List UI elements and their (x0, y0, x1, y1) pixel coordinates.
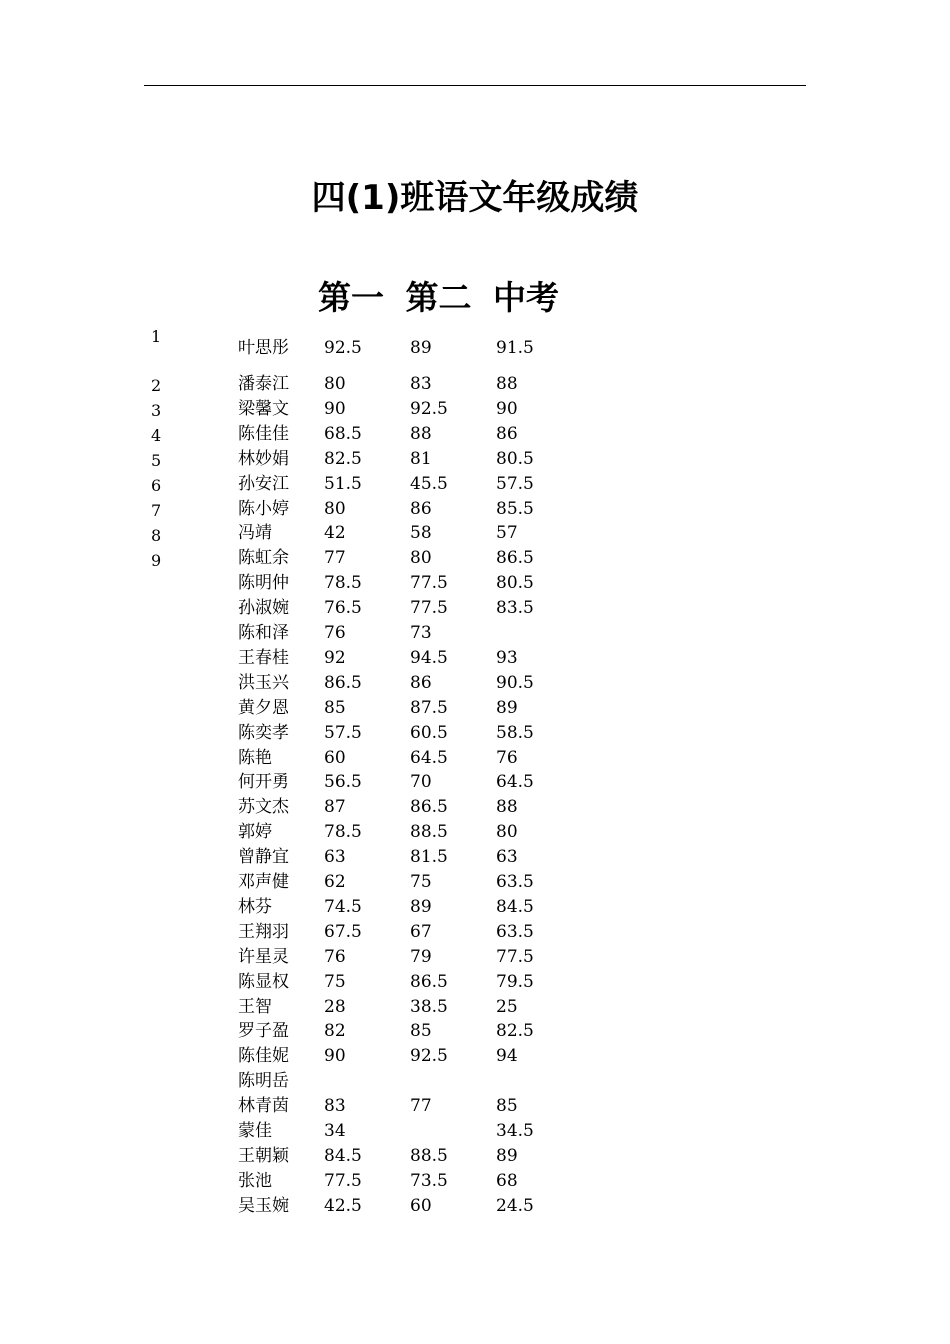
score-second: 92.5 (410, 1046, 448, 1067)
table-row (0, 336, 950, 361)
student-name: 陈艳 (238, 747, 272, 768)
score-midterm: 25 (496, 996, 518, 1017)
score-first: 76 (324, 946, 346, 967)
score-second: 86 (410, 498, 432, 519)
rank-number: 8 (151, 526, 162, 545)
score-second: 85 (410, 1021, 432, 1042)
student-name: 陈奕孝 (238, 722, 289, 743)
score-first: 77 (324, 548, 346, 569)
score-midterm: 80 (496, 822, 518, 843)
table-row (0, 596, 950, 621)
score-first: 82.5 (324, 448, 362, 469)
table-row (0, 671, 950, 696)
score-first: 80 (324, 374, 346, 394)
table-row (0, 945, 950, 970)
table-row (0, 1019, 950, 1044)
score-midterm: 88 (496, 797, 518, 818)
table-row (0, 372, 950, 397)
score-midterm: 89 (496, 1145, 518, 1166)
score-second: 92.5 (410, 398, 448, 419)
score-second: 38.5 (410, 996, 448, 1017)
student-name: 陈明仲 (238, 573, 289, 594)
student-name: 潘泰江 (238, 374, 289, 394)
score-midterm: 88 (496, 374, 518, 394)
score-midterm: 34.5 (496, 1121, 534, 1141)
student-name: 陈和泽 (238, 623, 289, 643)
student-name: 许星灵 (238, 946, 289, 967)
student-name: 黄夕恩 (238, 697, 289, 718)
score-midterm: 57.5 (496, 473, 534, 494)
table-row (0, 770, 950, 795)
student-name: 苏文杰 (238, 797, 289, 818)
table-row (0, 696, 950, 721)
student-name: 冯靖 (238, 523, 272, 544)
score-second: 94.5 (410, 647, 448, 668)
score-midterm: 63.5 (496, 872, 534, 892)
score-first: 82 (324, 1021, 346, 1042)
score-midterm: 83.5 (496, 598, 534, 619)
score-midterm: 91.5 (496, 338, 534, 358)
table-row (0, 746, 950, 771)
score-midterm: 63.5 (496, 921, 534, 942)
score-first: 76 (324, 623, 346, 643)
student-name: 王智 (238, 996, 272, 1017)
table-row (0, 1169, 950, 1194)
score-second: 79 (410, 946, 432, 967)
score-first: 57.5 (324, 722, 362, 743)
rank-number: 6 (151, 476, 162, 495)
score-first: 34 (324, 1121, 346, 1141)
score-first: 85 (324, 697, 346, 718)
score-second: 81.5 (410, 847, 448, 868)
score-second: 88.5 (410, 822, 448, 843)
score-second: 77.5 (410, 573, 448, 594)
student-name: 陈佳佳 (238, 423, 289, 444)
table-row (0, 422, 950, 447)
table-row (0, 397, 950, 422)
score-midterm: 90 (496, 398, 518, 419)
score-second: 75 (410, 872, 432, 892)
student-name: 蒙佳 (238, 1121, 272, 1141)
student-name: 陈虹余 (238, 548, 289, 569)
score-first: 78.5 (324, 822, 362, 843)
header-first: 第一 (318, 278, 384, 317)
table-row (0, 845, 950, 870)
table-row (0, 621, 950, 646)
student-name: 罗子盈 (238, 1021, 289, 1042)
header-midterm: 中考 (493, 278, 559, 317)
score-midterm: 84.5 (496, 896, 534, 917)
score-second: 73 (410, 623, 432, 643)
student-name: 叶思彤 (238, 338, 289, 358)
score-midterm: 57 (496, 523, 518, 544)
score-second: 77.5 (410, 598, 448, 619)
score-second: 67 (410, 921, 432, 942)
score-second: 86.5 (410, 797, 448, 818)
score-first: 63 (324, 847, 346, 868)
rank-number: 2 (151, 376, 162, 395)
score-first: 86.5 (324, 672, 362, 693)
score-second: 83 (410, 374, 432, 394)
rank-number: 1 (151, 327, 162, 346)
score-second: 89 (410, 338, 432, 358)
score-midterm: 85 (496, 1096, 518, 1117)
score-midterm: 68 (496, 1170, 518, 1191)
score-first: 92 (324, 647, 346, 668)
score-midterm: 77.5 (496, 946, 534, 967)
score-midterm: 94 (496, 1046, 518, 1067)
table-row (0, 546, 950, 571)
table-row (0, 571, 950, 596)
student-name: 林妙娟 (238, 448, 289, 469)
score-second: 70 (410, 772, 432, 793)
table-row (0, 1119, 950, 1144)
table-row (0, 447, 950, 472)
score-second: 60.5 (410, 722, 448, 743)
score-midterm: 24.5 (496, 1195, 534, 1216)
student-name: 林芬 (238, 896, 272, 917)
score-second: 60 (410, 1195, 432, 1216)
score-first: 51.5 (324, 473, 362, 494)
score-second: 86 (410, 672, 432, 693)
score-midterm: 58.5 (496, 722, 534, 743)
score-first: 42 (324, 523, 346, 544)
student-name: 王春桂 (238, 647, 289, 668)
table-row (0, 795, 950, 820)
score-first: 42.5 (324, 1195, 362, 1216)
score-first: 62 (324, 872, 346, 892)
student-name: 陈佳妮 (238, 1046, 289, 1067)
table-row (0, 497, 950, 522)
student-name: 王翔羽 (238, 921, 289, 942)
table-row (0, 895, 950, 920)
student-name: 孙安江 (238, 473, 289, 494)
rank-number: 4 (151, 426, 162, 445)
score-midterm: 82.5 (496, 1021, 534, 1042)
score-midterm: 64.5 (496, 772, 534, 793)
score-midterm: 86 (496, 423, 518, 444)
score-midterm: 86.5 (496, 548, 534, 569)
student-name: 邓声健 (238, 872, 289, 892)
table-row (0, 1094, 950, 1119)
table-row (0, 1144, 950, 1169)
score-midterm: 63 (496, 847, 518, 868)
student-name: 王朝颖 (238, 1145, 289, 1166)
score-first: 87 (324, 797, 346, 818)
score-second: 88 (410, 423, 432, 444)
score-midterm: 80.5 (496, 448, 534, 469)
rank-number: 7 (151, 501, 162, 520)
page-title: 四(1)班语文年级成绩 (311, 178, 639, 218)
score-second: 86.5 (410, 971, 448, 992)
score-first: 90 (324, 398, 346, 419)
table-row (0, 521, 950, 546)
score-midterm: 79.5 (496, 971, 534, 992)
score-midterm: 93 (496, 647, 518, 668)
score-first: 83 (324, 1096, 346, 1117)
student-name: 洪玉兴 (238, 672, 289, 693)
table-row (0, 1194, 950, 1219)
table-row (0, 820, 950, 845)
student-name: 陈小婷 (238, 498, 289, 519)
score-second: 87.5 (410, 697, 448, 718)
score-first: 56.5 (324, 772, 362, 793)
student-name: 何开勇 (238, 772, 289, 793)
score-second: 73.5 (410, 1170, 448, 1191)
score-second: 88.5 (410, 1145, 448, 1166)
rank-number: 5 (151, 451, 162, 470)
score-first: 75 (324, 971, 346, 992)
table-row (0, 1044, 950, 1069)
student-name: 陈明岳 (238, 1071, 289, 1092)
score-first: 77.5 (324, 1170, 362, 1191)
header-rule (144, 85, 806, 86)
student-name: 郭婷 (238, 822, 272, 843)
table-row (0, 920, 950, 945)
student-name: 孙淑婉 (238, 598, 289, 619)
table-row (0, 1069, 950, 1094)
score-first: 76.5 (324, 598, 362, 619)
student-name: 林青茵 (238, 1096, 289, 1117)
score-second: 64.5 (410, 747, 448, 768)
score-first: 80 (324, 498, 346, 519)
table-row (0, 970, 950, 995)
column-headers (318, 276, 569, 320)
score-first: 90 (324, 1046, 346, 1067)
score-first: 68.5 (324, 423, 362, 444)
score-second: 45.5 (410, 473, 448, 494)
score-midterm: 76 (496, 747, 518, 768)
score-first: 28 (324, 996, 346, 1017)
score-first: 67.5 (324, 921, 362, 942)
score-first: 78.5 (324, 573, 362, 594)
score-first: 92.5 (324, 338, 362, 358)
score-midterm: 90.5 (496, 672, 534, 693)
score-second: 77 (410, 1096, 432, 1117)
score-second: 58 (410, 523, 432, 544)
header-second: 第二 (405, 278, 472, 317)
table-row (0, 870, 950, 895)
table-row (0, 995, 950, 1020)
table-row (0, 721, 950, 746)
score-first: 74.5 (324, 896, 362, 917)
student-name: 陈显权 (238, 971, 289, 992)
score-midterm: 89 (496, 697, 518, 718)
rank-number: 3 (151, 401, 162, 420)
score-first: 84.5 (324, 1145, 362, 1166)
score-second: 89 (410, 896, 432, 917)
table-row (0, 646, 950, 671)
student-name: 张池 (238, 1170, 272, 1191)
student-name: 吴玉婉 (238, 1195, 289, 1216)
student-name: 梁馨文 (238, 398, 289, 419)
score-first: 60 (324, 747, 346, 768)
score-second: 80 (410, 548, 432, 569)
score-midterm: 80.5 (496, 573, 534, 594)
score-midterm: 85.5 (496, 498, 534, 519)
student-name: 曾静宜 (238, 847, 289, 868)
table-row (0, 472, 950, 497)
score-second: 81 (410, 448, 432, 469)
rank-number: 9 (151, 551, 162, 570)
